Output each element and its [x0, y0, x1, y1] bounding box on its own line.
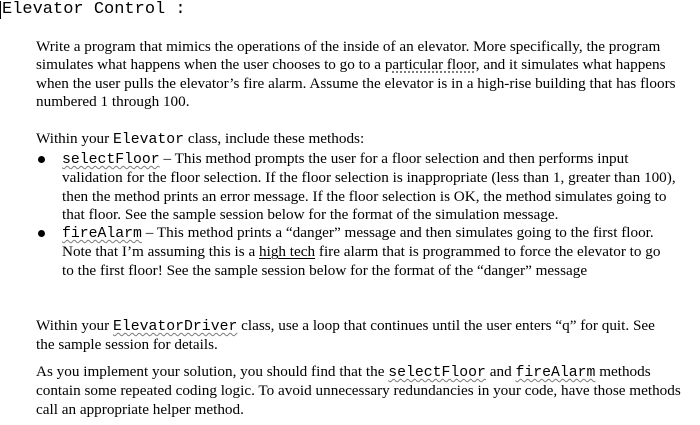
helper-after: methods contain some repeated coding logic. To avoid unnecessary redundancies in your code, have those methods call an appropriate helper method.: [36, 363, 681, 418]
method-name-fire-alarm: fireAlarm: [62, 226, 142, 243]
intro-text-c: , and it simulates what happens when the user pulls the elevator’s fire alarm. Assume the elevator is in a high-rise building that has floors numbered 1 through 100.: [36, 56, 676, 110]
list-item-fire-alarm: [36, 224, 676, 280]
methods-intro-after: class, include these methods:: [184, 130, 365, 147]
fire-alarm-high-tech: high tech: [259, 243, 316, 261]
bullet-icon: [38, 230, 45, 237]
helper-paragraph: [36, 363, 691, 419]
helper-method-select-floor: selectFloor: [388, 365, 486, 381]
class-name-elevator-driver: ElevatorDriver: [113, 319, 238, 335]
bullet-dash: –: [159, 150, 175, 167]
fire-alarm-description-a: This method prints a “danger” message and then simulates going to the first floor. Note that I’m assuming this is a: [62, 224, 654, 261]
class-name-elevator: Elevator: [113, 132, 185, 148]
method-name-select-floor: selectFloor: [62, 152, 160, 168]
bullet-dash: –: [141, 224, 157, 242]
list-item-select-floor: [36, 150, 676, 224]
text-cursor: [0, 1, 1, 19]
helper-before: As you implement your solution, you should find that the: [36, 363, 389, 380]
intro-paragraph: [36, 38, 676, 111]
methods-list: [36, 150, 676, 280]
driver-before: Within your: [36, 317, 114, 334]
document-title: [0, 0, 186, 20]
intro-text-a: Write a program that mimics the operations of the inside of an elevator. More specifically, the program simulates what happens when the user chooses to go to a: [36, 38, 661, 74]
intro-text-particular-floor: particular floor: [384, 56, 476, 74]
title-text: Elevator Control :: [2, 0, 186, 19]
methods-intro-before: Within your: [36, 130, 114, 147]
helper-method-fire-alarm: fireAlarm: [515, 365, 596, 381]
fire-alarm-description-b: fire alarm that is programmed to force the elevator to go to the first floor! See the sample session below for the format of the “danger” message: [62, 243, 661, 279]
driver-paragraph: [36, 317, 676, 355]
driver-after: class, use a loop that continues until the user enters “q” for quit. See the sample session for details.: [36, 317, 655, 354]
helper-middle: and: [485, 363, 516, 380]
methods-intro-paragraph: [36, 130, 676, 149]
select-floor-description: This method prompts the user for a floor selection and then performs input validation for the floor selection. If the floor selection is inappropriate (less than 1, greater than 100), then the method prints an error message. If the floor selection is OK, the method simulates going to that floor. See the sample session below for the format of the simulation message.: [62, 150, 676, 223]
bullet-icon: [38, 156, 45, 163]
